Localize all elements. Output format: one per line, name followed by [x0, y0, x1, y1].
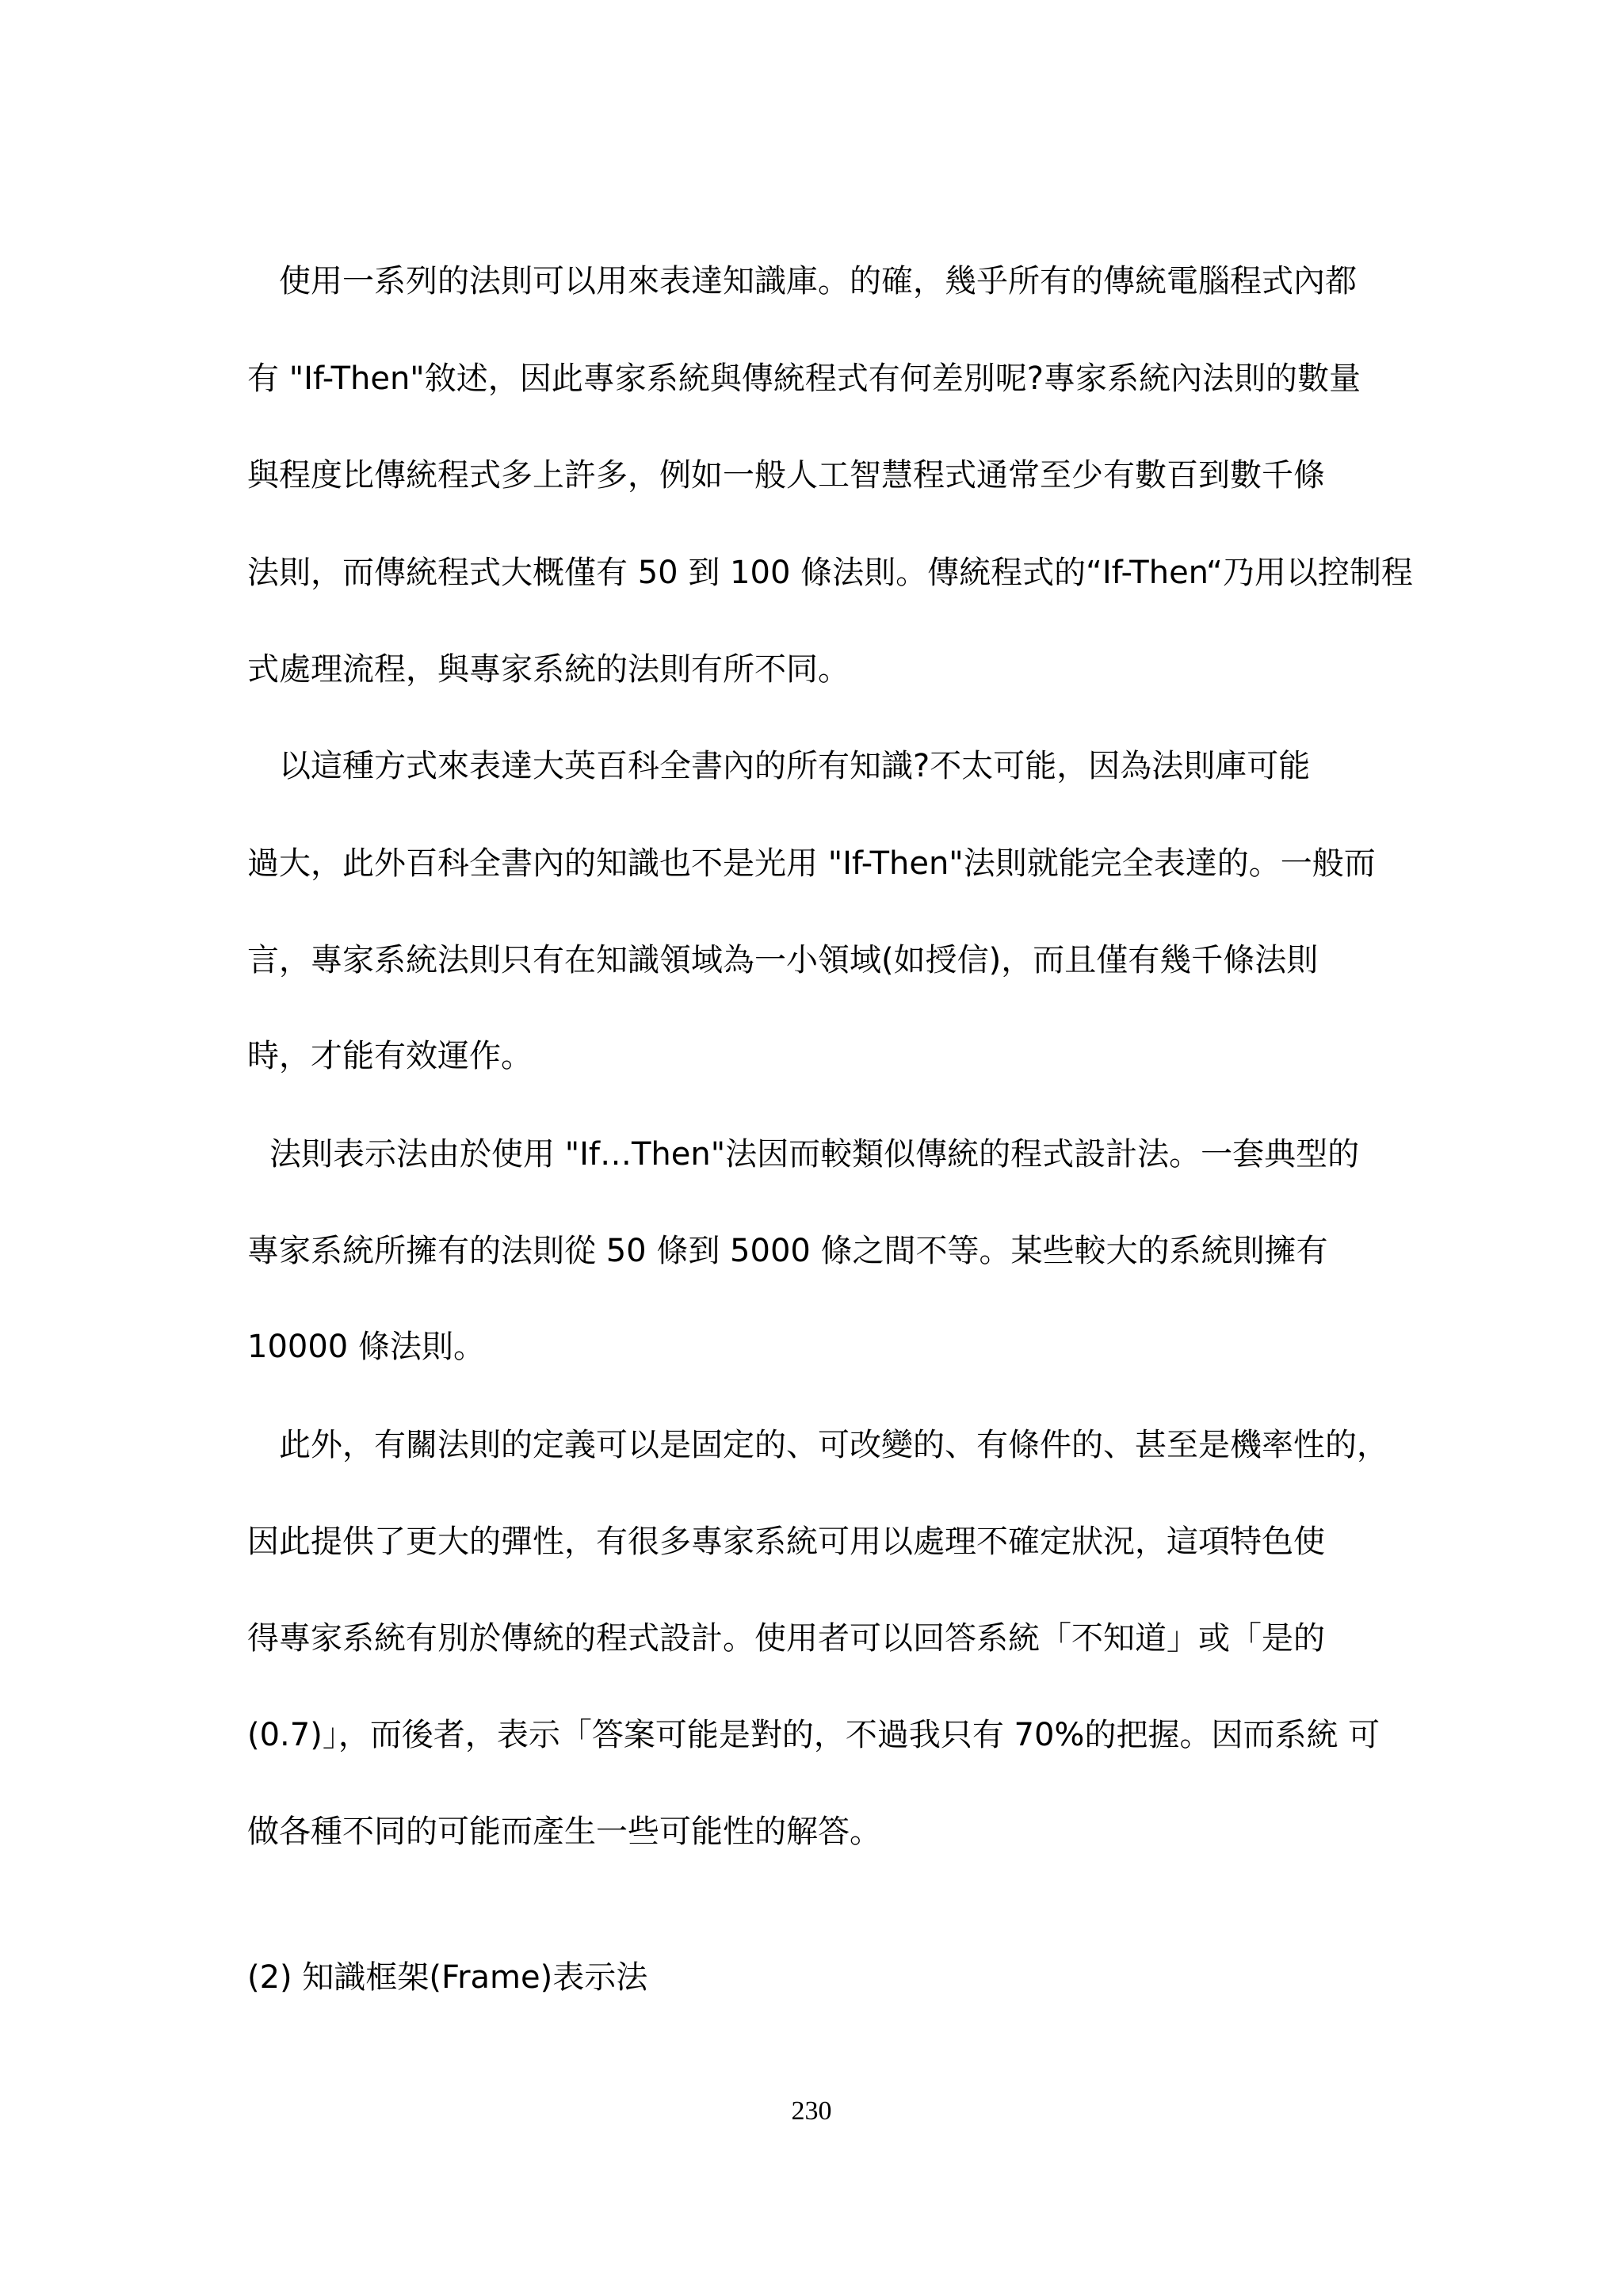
paragraph-2-line-1: 以這種方式來表達大英百科全書內的所有知識?不太可能，因為法則庫可能: [279, 748, 1311, 784]
paragraph-1-line-2: 有 "If-Then"敘述，因此專家系統與傳統程式有何差別呢?專家系統內法則的數量: [247, 360, 1361, 397]
paragraph-4-line-5: 做各種不同的可能而產生一些可能性的解答。: [247, 1814, 881, 1850]
paragraph-2-line-2: 過大，此外百科全書內的知識也不是光用 "If-Then"法則就能完全表達的。一般而: [247, 845, 1376, 882]
paragraph-4-line-2: 因此提供了更大的彈性，有很多專家系統可用以處理不確定狀況，這項特色使: [247, 1524, 1325, 1560]
paragraph-3-line-3: 10000 條法則。: [247, 1329, 485, 1365]
paragraph-3-line-1: 法則表示法由於使用 "If…Then"法因而較類似傳統的程式設計法。一套典型的: [269, 1136, 1360, 1173]
paragraph-1-line-4: 法則，而傳統程式大概僅有 50 到 100 條法則。傳統程式的“If-Then“乃用以控制程: [247, 555, 1413, 591]
section-heading: (2) 知識框架(Frame)表示法: [247, 1959, 648, 1996]
paragraph-1-line-5: 式處理流程，與專家系統的法則有所不同。: [247, 651, 850, 688]
paragraph-3-line-2: 專家系統所擁有的法則從 50 條到 5000 條之間不等。某些較大的系統則擁有: [247, 1233, 1328, 1269]
paragraph-1-line-3: 與程度比傳統程式多上許多，例如一般人工智慧程式通常至少有數百到數千條: [247, 457, 1325, 494]
paragraph-1-line-1: 使用一系列的法則可以用來表達知識庫。的確，幾乎所有的傳統電腦程式內都: [279, 263, 1357, 299]
paragraph-2-line-4: 時，才能有效運作。: [247, 1038, 533, 1074]
page-number: 230: [791, 2096, 832, 2126]
paragraph-4-line-1: 此外，有關法則的定義可以是固定的、可改變的、有條件的、甚至是機率性的，: [279, 1427, 1388, 1463]
paragraph-4-line-3: 得專家系統有別於傳統的程式設計。使用者可以回答系統「不知道」或「是的: [247, 1620, 1325, 1657]
paragraph-4-line-4: (0.7)」，而後者，表示「答案可能是對的，不過我只有 70%的把握。因而系統 可: [247, 1717, 1381, 1753]
paragraph-2-line-3: 言，專家系統法則只有在知識領域為一小領域(如授信)，而且僅有幾千條法則: [247, 942, 1319, 978]
